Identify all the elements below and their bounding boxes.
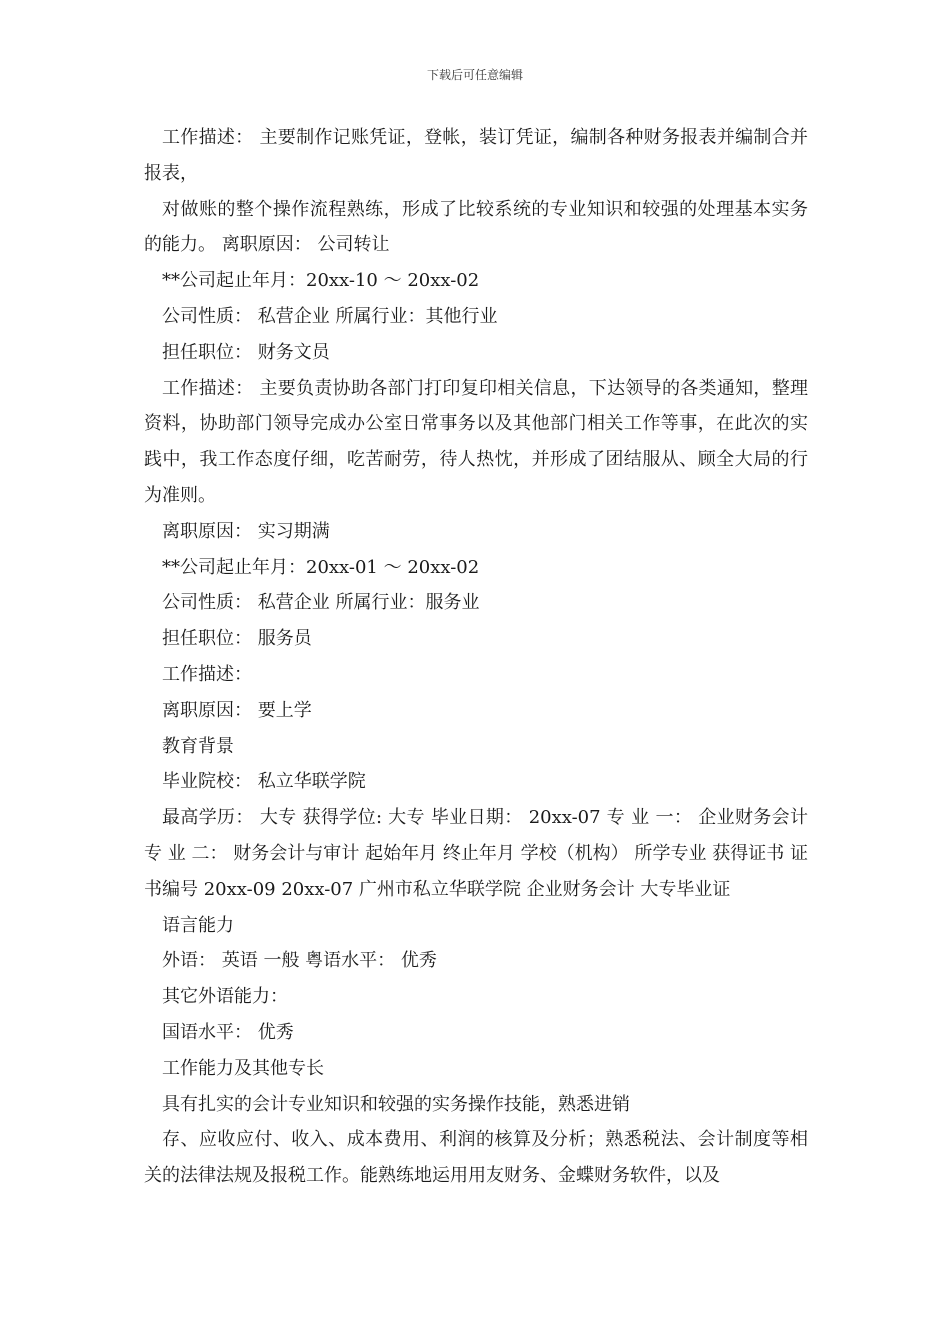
paragraph: 离职原因： 要上学 bbox=[162, 699, 312, 721]
paragraph: 具有扎实的会计专业知识和较强的实务操作技能，熟悉进销 bbox=[162, 1093, 630, 1115]
paragraph: 公司性质： 私营企业 所属行业：服务业 bbox=[162, 592, 480, 614]
paragraph: **公司起止年月：20xx-01 ～ 20xx-02 bbox=[162, 556, 480, 578]
paragraph: 外语： 英语 一般 粤语水平： 优秀 bbox=[162, 950, 437, 972]
paragraph: 存、应收应付、收入、成本费用、利润的核算及分析；熟悉税法、会计制度等相关的法律法规及报税工作。能熟练地运用用友财务、金蝶财务软件，以及 bbox=[144, 1129, 808, 1187]
paragraph: 对做账的整个操作流程熟练，形成了比较系统的专业知识和较强的处理基本实务的能力。 离职原因： 公司转让 bbox=[144, 198, 808, 256]
paragraph: 工作描述： 主要负责协助各部门打印复印相关信息，下达领导的各类通知，整理资料，协助部门领导完成办公室日常事务以及其他部门相关工作等事，在此次的实践中，我工作态度仔细，吃苦耐劳，待人热忱，并形成了团结服从、顾全大局的行为准则。 bbox=[144, 377, 808, 506]
paragraph: **公司起止年月：20xx-10 ～ 20xx-02 bbox=[162, 270, 480, 292]
paragraph: 国语水平： 优秀 bbox=[162, 1021, 294, 1043]
paragraph: 毕业院校： 私立华联学院 bbox=[162, 771, 366, 793]
paragraph: 担任职位： 服务员 bbox=[162, 628, 312, 650]
paragraph: 其它外语能力： bbox=[162, 986, 288, 1008]
paragraph: 工作描述： 主要制作记账凭证，登帐，装订凭证，编制各种财务报表并编制合并报表， bbox=[144, 127, 808, 184]
paragraph: 工作描述： bbox=[162, 663, 252, 685]
paragraph: 离职原因： 实习期满 bbox=[162, 520, 330, 542]
paragraph: 担任职位： 财务文员 bbox=[162, 341, 330, 363]
paragraph: 公司性质： 私营企业 所属行业：其他行业 bbox=[162, 305, 498, 327]
section-heading: 教育背景 bbox=[162, 735, 234, 757]
section-heading: 工作能力及其他专长 bbox=[162, 1057, 324, 1079]
document-body bbox=[144, 120, 808, 1194]
paragraph: 最高学历： 大专 获得学位: 大专 毕业日期： 20xx-07 专 业 一： 企业财务会计 专 业 二： 财务会计与审计 起始年月 终止年月 学校（机构） 所学专业 获得证书 证书编号 20xx-09 20xx-07 广州市私立华联学院 企业财务会计 大专毕业证 bbox=[144, 807, 808, 900]
section-heading: 语言能力 bbox=[162, 914, 234, 936]
page-header: 下载后可任意编辑 bbox=[426, 68, 523, 82]
